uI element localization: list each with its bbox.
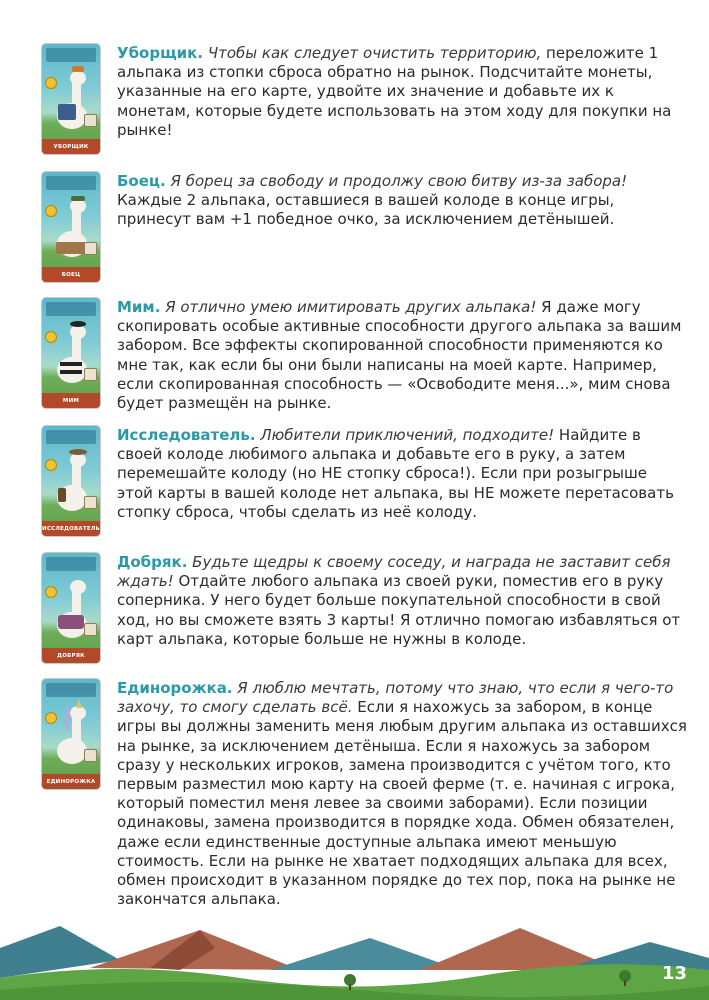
entry-body: Каждые 2 альпака, оставшиеся в вашей колоде в конце игры, принесут вам +1 победное очко, за исключением детёнышей. <box>117 191 615 229</box>
mountain-landscape-icon <box>0 908 709 1000</box>
card-value-box <box>84 114 97 127</box>
entry-flavor: Любители приключений, подходите! <box>260 426 555 444</box>
card-value-box <box>84 242 97 255</box>
entry-flavor: Я люблю мечтать, потому что знаю, что если я чего-то захочу, то смогу сделать всё. <box>117 679 674 717</box>
card-image <box>42 679 100 789</box>
card-label: УБОРЩИК <box>42 139 100 154</box>
page-number: 13 <box>661 963 687 984</box>
entry-body: Я даже могу скопировать особые активные способности другого альпака за вашим забором. Все эффекты скопированной способности применяются ко мне так, как если бы они были написаны на моей карте. Например, если скопированная способность — «Освободите меня...», мим снова будет размещён на рынке. <box>117 298 682 413</box>
entry-text <box>117 679 687 909</box>
card-image <box>42 426 100 536</box>
entry-text <box>117 44 687 140</box>
card-label: ЕДИНОРОЖКА <box>42 774 100 789</box>
card-ability-box <box>46 683 96 697</box>
entry-body: переложите 1 альпака из стопки сброса обратно на рынок. Подсчитайте монеты, указанные на его карте, удвойте их значение и добавьте их к монетам, которые будете использовать на этом ходу для покупки на рынке! <box>117 44 672 139</box>
card-value-box <box>84 496 97 509</box>
card-value-box <box>84 623 97 636</box>
card-image <box>42 172 100 282</box>
card-ability-box <box>46 48 96 62</box>
entry-body: Отдайте любого альпака из своей руки, поместив его в руку соперника. У него будет больше покупательной способности в свой ход, но вы сможете взять 3 карты! Я отлично помогаю избавляться от карт альпака, которые больше не нужны в колоде. <box>117 572 681 648</box>
entry-text <box>117 172 687 230</box>
card-ability-box <box>46 176 96 190</box>
card-ability-box <box>46 430 96 444</box>
entry-text <box>117 298 687 413</box>
card-label: БОЕЦ <box>42 267 100 282</box>
entry-body: Если я нахожусь за забором, в конце игры вы должны заменить меня любым другим альпака из оставшихся на рынке, за исключением детёныша. Если я нахожусь за забором сразу у нескольких игроков, замена производится с учётом того, кто первым разместил мою карту на своей ферме (т. е. начиная с игрока, который поместил меня левее за своими заборами). Если позиции одинаковы, замена производится в порядке хода. Обмен обязателен, даже если единственные доступные альпака имеют меньшую стоимость. Если на рынке не хватает подходящих альпака для всех, обмен происходит в указанном порядке до тех пор, пока на рынке не закончатся альпака. <box>117 698 687 909</box>
entry-name: Уборщик. <box>117 44 204 62</box>
entry-text <box>117 426 687 522</box>
card-ability-box <box>46 302 96 316</box>
entry-name: Мим. <box>117 298 161 316</box>
card-label: ИССЛЕДОВАТЕЛЬ <box>42 521 100 536</box>
entry-flavor: Будьте щедры к своему соседу, и награда не заставит себя ждать! <box>117 553 671 591</box>
entry-text <box>117 553 687 649</box>
entry-flavor: Чтобы как следует очистить территорию, <box>207 44 542 62</box>
entry-name: Добряк. <box>117 553 188 571</box>
entry-flavor: Я отлично умею имитировать других альпака! <box>165 298 537 316</box>
card-value-box <box>84 368 97 381</box>
card-image <box>42 298 100 408</box>
entry-name: Исследователь. <box>117 426 256 444</box>
entry-name: Единорожка. <box>117 679 233 697</box>
entry-flavor: Я борец за свободу и продолжу свою битву из-за забора! <box>170 172 628 190</box>
entry-name: Боец. <box>117 172 166 190</box>
card-label: ДОБРЯК <box>42 648 100 663</box>
card-label: МИМ <box>42 393 100 408</box>
card-image <box>42 44 100 154</box>
card-value-box <box>84 749 97 762</box>
card-ability-box <box>46 557 96 571</box>
card-image <box>42 553 100 663</box>
entry-body: Найдите в своей колоде любимого альпака и добавьте его в руку, а затем перемешайте колоду (но НЕ стопку сброса!). Если при розыгрыше этой карты в вашей колоде нет альпака, вы НЕ можете перетасовать стопку сброса, чтобы сделать из неё колоду. <box>117 426 674 521</box>
